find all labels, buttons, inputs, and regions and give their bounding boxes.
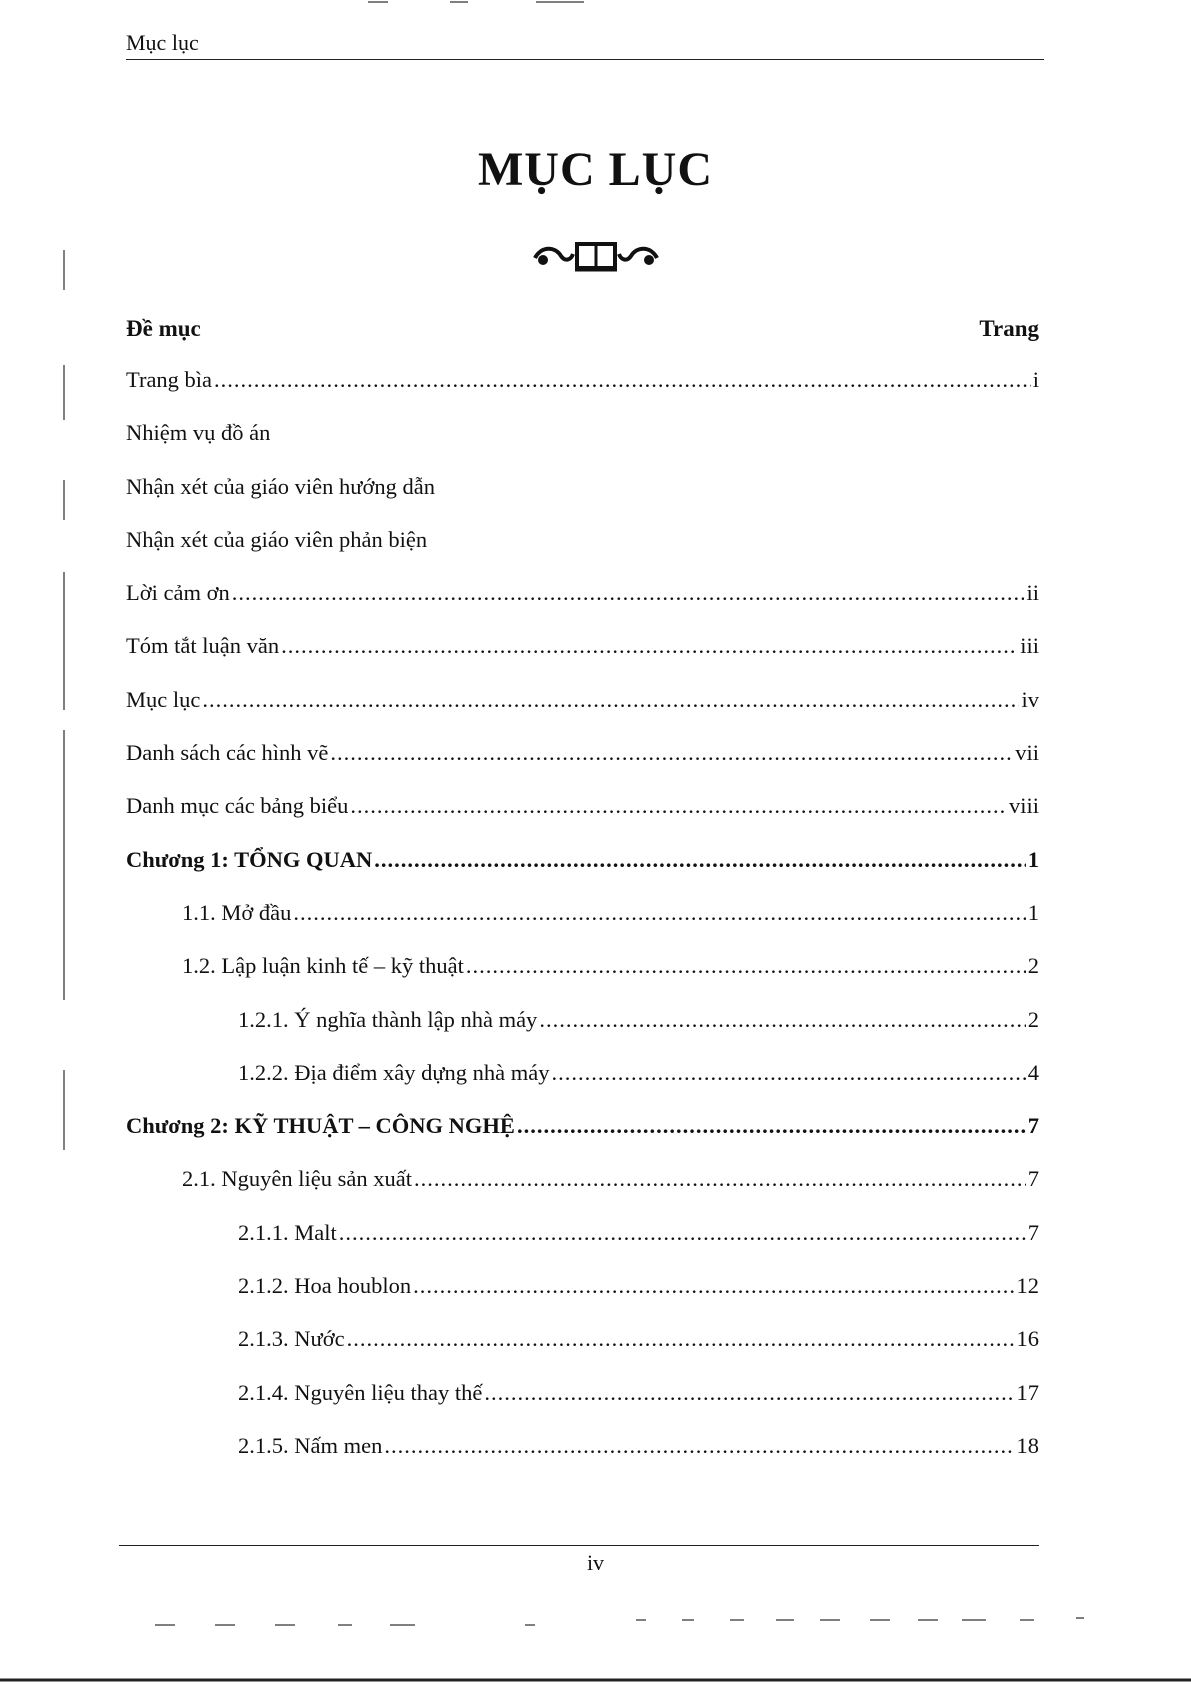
toc-entry-page: 12: [1016, 1273, 1039, 1299]
toc-entry-page: 7: [1027, 1113, 1039, 1139]
toc-entry-label: Lời cảm ơn: [126, 580, 230, 606]
toc-entry-label: 2.1.2. Hoa houblon: [238, 1273, 412, 1299]
toc-entry-page: vii: [1015, 740, 1039, 766]
toc-entry-label: 1.2.1. Ý nghĩa thành lập nhà máy: [238, 1006, 538, 1032]
toc-entry-label: Mục lục: [126, 686, 201, 712]
page-title: MỤC LỤC: [478, 143, 713, 196]
toc-entry-label: 1.2. Lập luận kinh tế – kỹ thuật: [182, 953, 464, 979]
toc-entry-label: 2.1.5. Nấm men: [238, 1432, 383, 1458]
toc-entry-page: 7: [1027, 1166, 1039, 1192]
toc-entry-label: Tóm tắt luận văn: [126, 633, 280, 659]
toc-entry-label: 1.1. Mở đầu: [182, 899, 292, 925]
toc-entry-page: viii: [1008, 793, 1039, 819]
column-heading-page: Trang: [979, 316, 1039, 341]
toc-entry-page: iii: [1020, 633, 1039, 659]
toc-entry-label: Chương 2: KỸ THUẬT – CÔNG NGHỆ: [126, 1113, 515, 1139]
toc-entry-label: 2.1.3. Nước: [238, 1326, 345, 1352]
toc-entry-label: Danh sách các hình vẽ: [126, 740, 329, 766]
toc-entry-label: 2.1. Nguyên liệu sản xuất: [182, 1166, 412, 1192]
toc-entry-page: 16: [1016, 1326, 1039, 1352]
toc-entry-page: 7: [1027, 1219, 1039, 1245]
toc-entry-label: Danh mục các bảng biểu: [126, 793, 349, 819]
toc-entry-label: Chương 1: TỔNG QUAN: [126, 846, 373, 872]
running-header: Mục lục: [126, 30, 1044, 60]
toc-entry-label: Nhận xét của giáo viên phản biện: [126, 526, 428, 552]
toc-entry-label: 2.1.4. Nguyên liệu thay thế: [238, 1379, 483, 1405]
toc-entry-label: Trang bìa: [126, 367, 213, 392]
toc-entry-page: 18: [1016, 1432, 1039, 1458]
toc-entry-page: ii: [1026, 580, 1039, 606]
page-number: iv: [586, 1550, 605, 1575]
toc-entry-page: 1: [1027, 899, 1039, 925]
toc-entry-label: Nhận xét của giáo viên hướng dẫn: [126, 473, 436, 499]
toc-entry-page: 2: [1027, 953, 1039, 979]
toc-entry-page: i: [1032, 367, 1039, 392]
toc-entry-page: 17: [1016, 1379, 1039, 1405]
toc-entry-page: 1: [1027, 846, 1039, 872]
toc-entry-page: 2: [1027, 1006, 1039, 1032]
column-heading-section: Đề mục: [126, 316, 201, 341]
toc-entry-page: iv: [1021, 686, 1039, 712]
toc-entry-label: 2.1.1. Malt: [238, 1219, 337, 1245]
toc-entry-label: 1.2.2. Địa điểm xây dựng nhà máy: [238, 1059, 550, 1085]
toc-entry-page: 4: [1027, 1059, 1039, 1085]
toc-entry-label: Nhiệm vụ đồ án: [126, 420, 271, 446]
